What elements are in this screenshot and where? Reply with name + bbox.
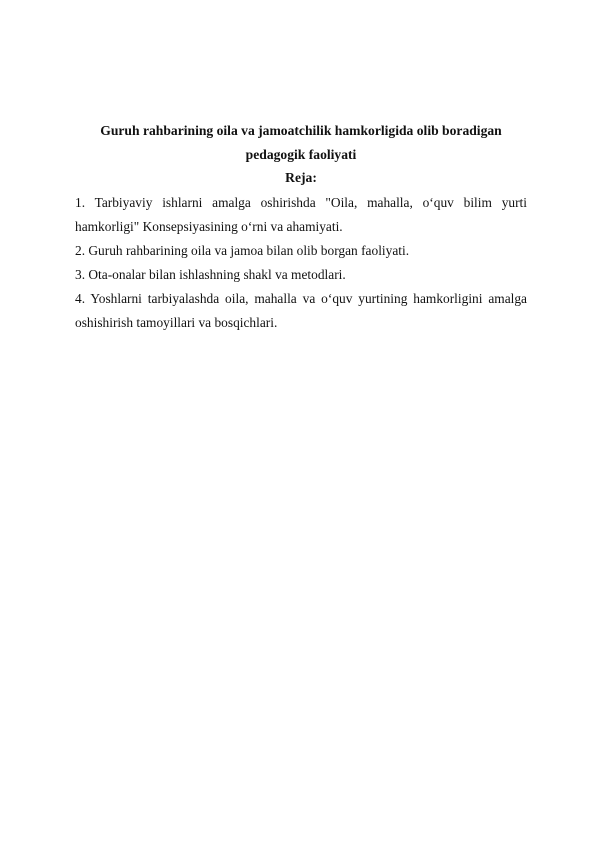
plan-list xyxy=(75,191,527,335)
plan-heading: Reja: xyxy=(285,170,317,185)
document-title: Guruh rahbarining oila va jamoatchilik hamkorligida olib boradigan pedagogik faoliyati xyxy=(100,123,502,162)
plan-item-4: 4. Yoshlarni tarbiyalashda oila, mahalla va o‘quv yurtining hamkorligini amalga oshishirish tamoyillari va bosqichlari. xyxy=(75,291,527,330)
plan-item-2: 2. Guruh rahbarining oila va jamoa bilan olib borgan faoliyati. xyxy=(75,243,410,258)
plan-item-3: 3. Ota-onalar bilan ishlashning shakl va metodlari. xyxy=(75,267,346,282)
plan-item-1: 1. Tarbiyaviy ishlarni amalga oshirishda "Oila, mahalla, o‘quv bilim yurti hamkorligi" Konsepsiyasining o‘rni va ahamiyati. xyxy=(75,195,527,234)
document-content xyxy=(75,119,527,335)
